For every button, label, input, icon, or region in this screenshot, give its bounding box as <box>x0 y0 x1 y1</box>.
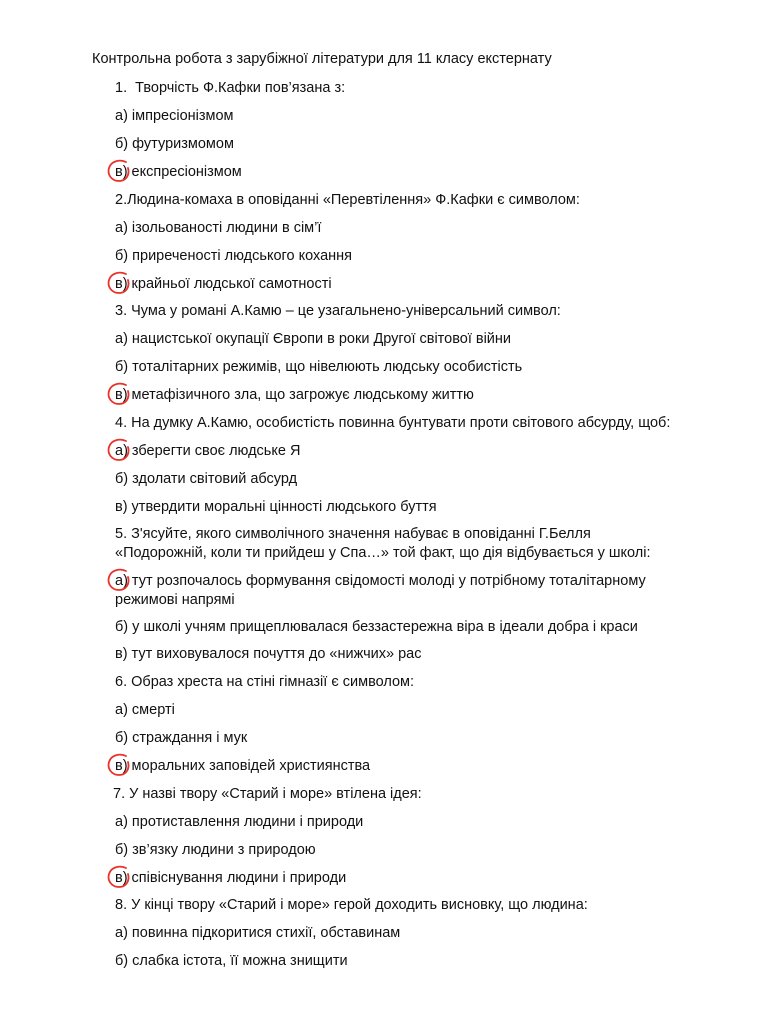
q5-option-a-line-2: режимові напрямі <box>115 592 235 608</box>
question-5-line-1: 5. З'ясуйте, якого символічного значення набуває в оповіданні Г.Белля <box>115 526 591 542</box>
q4-option-a: а) зберегти своє людське Я <box>115 443 301 459</box>
question-2: 2.Людина-комаха в оповіданні «Перевтілення» Ф.Кафки є символом: <box>115 192 580 208</box>
question-4: 4. На думку А.Камю, особистість повинна бунтувати проти світового абсурду, щоб: <box>115 415 671 431</box>
q4-option-c: в) утвердити моральні цінності людського буття <box>115 499 437 515</box>
q3-option-c: в) метафізичного зла, що загрожує людському життю <box>115 387 474 403</box>
q4-option-b: б) здолати світовий абсурд <box>115 471 298 487</box>
q5-option-b: б) у школі учням прищеплювалася беззастережна віра в ідеали добра і краси <box>115 619 638 635</box>
q7-option-a: а) протиставлення людини і природи <box>115 814 364 830</box>
q8-option-b: б) слабка істота, її можна знищити <box>115 953 348 969</box>
q6-option-c: в) моральних заповідей християнства <box>115 758 371 774</box>
q2-option-b: б) приреченості людського кохання <box>115 248 352 264</box>
question-7: 7. У назві твору «Старий і море» втілена ідея: <box>113 786 422 802</box>
q2-option-c: в) крайньої людської самотності <box>115 276 332 292</box>
q5-option-a-line-1: а) тут розпочалось формування свідомості молоді у потрібному тоталітарному <box>115 573 646 589</box>
q5-option-c: в) тут виховувалося почуття до «нижчих» рас <box>115 646 422 662</box>
question-3: 3. Чума у романі А.Камю – це узагальнено-універсальний символ: <box>115 303 561 319</box>
q1-option-b: б) футуризмомом <box>115 136 234 152</box>
question-5-line-2: «Подорожній, коли ти прийдеш у Спа…» той факт, що дія відбувається у школі: <box>115 545 651 561</box>
question-1: 1. Творчість Ф.Кафки пов’язана з: <box>115 80 346 96</box>
q7-option-b: б) зв’язку людини з природою <box>115 842 316 858</box>
question-6: 6. Образ хреста на стіні гімназії є символом: <box>115 674 415 690</box>
q3-option-b: б) тоталітарних режимів, що нівелюють людську особистість <box>115 359 523 375</box>
page-title: Контрольна робота з зарубіжної літератури для 11 класу екстернату <box>92 51 552 67</box>
q8-option-a: а) повинна підкоритися стихії, обставинам <box>115 925 401 941</box>
q1-option-a: а) імпресіонізмом <box>115 108 234 124</box>
q3-option-a: а) нацистської окупації Європи в роки Другої світової війни <box>115 331 512 347</box>
question-8: 8. У кінці твору «Старий і море» герой доходить висновку, що людина: <box>115 897 588 913</box>
q7-option-c: в) співіснування людини і природи <box>115 870 347 886</box>
q6-option-a: а) смерті <box>115 702 175 718</box>
q1-option-c: в) експресіонізмом <box>115 164 242 180</box>
q6-option-b: б) страждання і мук <box>115 730 248 746</box>
q2-option-a: а) ізольованості людини в сім’ї <box>115 220 322 236</box>
